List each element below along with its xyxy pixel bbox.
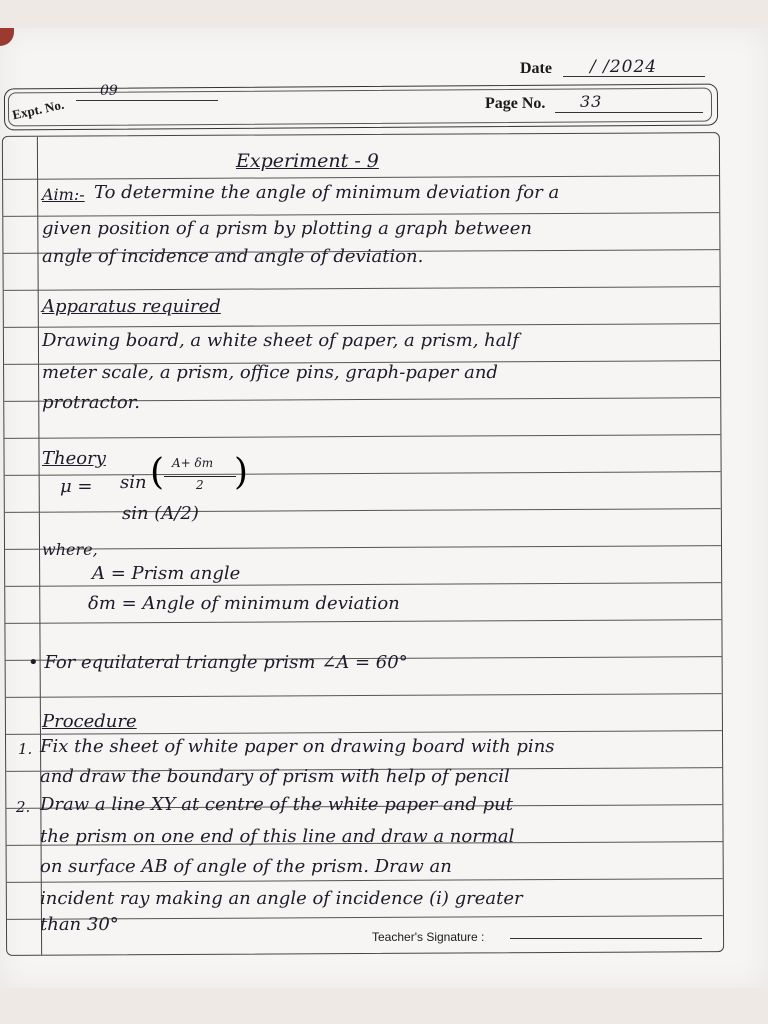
expt-no-label: Expt. No.	[10, 96, 66, 123]
equilateral-note: • For equilateral triangle prism ∠A = 60°	[28, 652, 408, 673]
aim-line: angle of incidence and angle of deviation.	[42, 246, 424, 267]
step-number: 1.	[18, 740, 33, 758]
step-number: 2.	[16, 798, 31, 816]
rule-line	[4, 286, 720, 291]
page-no-value: 33	[580, 92, 603, 111]
fraction-bar	[164, 476, 236, 477]
rule-line	[5, 508, 721, 513]
aim-label: Aim:-	[42, 185, 85, 204]
paren-open: (	[150, 452, 165, 493]
definition-dm: δm = Angle of minimum deviation	[88, 593, 400, 614]
experiment-title: Experiment - 9	[236, 150, 379, 172]
apparatus-line: meter scale, a prism, office pins, graph-paper and	[42, 362, 498, 383]
fraction-numerator: A+ δm	[172, 456, 214, 470]
aim-line: given position of a prism by plotting a graph between	[42, 218, 532, 239]
definition-a: A = Prism angle	[92, 563, 241, 584]
apparatus-heading: Apparatus required	[42, 296, 221, 317]
expt-no-line	[76, 100, 218, 101]
rule-line	[3, 175, 719, 180]
procedure-line: incident ray making an angle of incidence (i) greater	[40, 888, 523, 909]
procedure-line: on surface AB of angle of the prism. Draw an	[40, 856, 452, 877]
rule-line	[4, 434, 720, 439]
expt-no-value: 09	[100, 83, 118, 99]
rule-line	[5, 471, 721, 476]
procedure-line: and draw the boundary of prism with help of pencil	[40, 766, 510, 787]
teacher-signature-line	[510, 938, 702, 939]
apparatus-line: Drawing board, a white sheet of paper, a prism, half	[42, 330, 519, 351]
procedure-line: Draw a line XY at centre of the white paper and put	[40, 794, 513, 815]
rule-line	[4, 323, 720, 328]
rule-line	[5, 619, 721, 624]
teacher-signature-label: Teacher's Signature :	[372, 930, 485, 944]
aim-line: To determine the angle of minimum deviation for a	[94, 182, 560, 203]
procedure-line: Fix the sheet of white paper on drawing board with pins	[40, 736, 555, 757]
paren-close: )	[234, 452, 249, 493]
fraction-denominator: 2	[196, 478, 204, 492]
rule-line	[7, 878, 723, 883]
procedure-heading: Procedure	[42, 711, 137, 732]
rule-line	[6, 693, 722, 698]
rule-line	[5, 545, 721, 550]
rule-line	[3, 212, 719, 217]
date-label: Date	[520, 60, 552, 77]
formula-sin-denominator: sin (A/2)	[122, 503, 199, 524]
mu-symbol: μ =	[60, 476, 93, 497]
page-no-label: Page No.	[485, 95, 546, 112]
theory-heading: Theory	[42, 448, 106, 469]
procedure-line: the prism on one end of this line and draw a normal	[40, 826, 515, 847]
where-label: where,	[42, 540, 98, 559]
formula-sin-numerator: sin	[120, 472, 147, 493]
date-value: / /2024	[590, 57, 658, 77]
apparatus-line: protractor.	[42, 392, 141, 413]
page-no-line	[555, 112, 703, 113]
procedure-line: than 30°	[40, 914, 119, 935]
